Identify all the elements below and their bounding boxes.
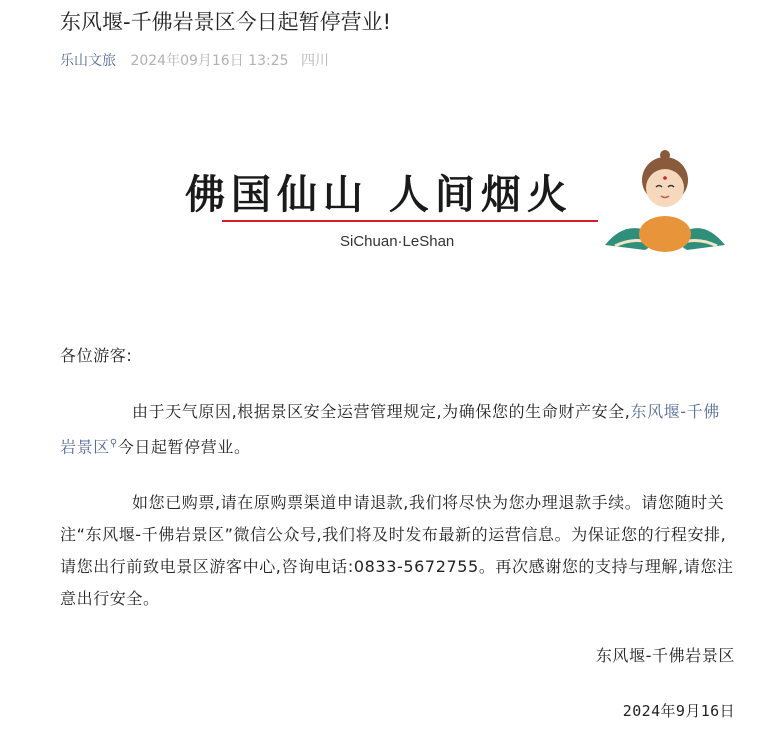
publish-time: 2024年09月16日 13:25	[130, 53, 289, 69]
publish-location: 四川	[300, 53, 329, 69]
paragraph-refund-text: 如您已购票,请在原购票渠道申请退款,我们将尽快为您办理退款手续。请您随时关注“东风堰-千佛岩景区”微信公众号,我们将及时发布最新的运营信息。为保证您的行程安排,请您出行前致电景区游客中心,咨询电话:0833-5672755。再次感谢您的支持与理解,请您注意出行安全。	[60, 493, 734, 608]
search-icon[interactable]: ⚲	[109, 438, 118, 449]
signature-org: 东风堰-千佛岩景区	[595, 646, 735, 665]
banner-image	[180, 150, 725, 255]
paragraph-notice-text: 由于天气原因,根据景区安全运营管理规定,为确保您的生命财产安全,	[132, 402, 631, 421]
banner-subtitle: SiChuan·LeShan	[340, 233, 455, 250]
account-name-link[interactable]: 乐山文旅	[60, 53, 116, 69]
paragraph-notice	[60, 396, 728, 463]
signature-date: 2024年9月16日	[622, 702, 735, 720]
paragraph-notice-text-end: 今日起暂停营业。	[117, 437, 251, 457]
article-meta	[60, 50, 329, 70]
paragraph-refund	[60, 487, 736, 615]
article-title: 东风堰-千佛岩景区今日起暂停营业!	[60, 10, 391, 34]
banner-slogan: 佛国仙山 人间烟火	[185, 171, 573, 218]
scenic-area-link[interactable]: 东风堰-千佛岩景区	[60, 402, 720, 457]
buddha-mascot-icon	[605, 150, 725, 252]
greeting: 各位游客:	[60, 346, 133, 365]
